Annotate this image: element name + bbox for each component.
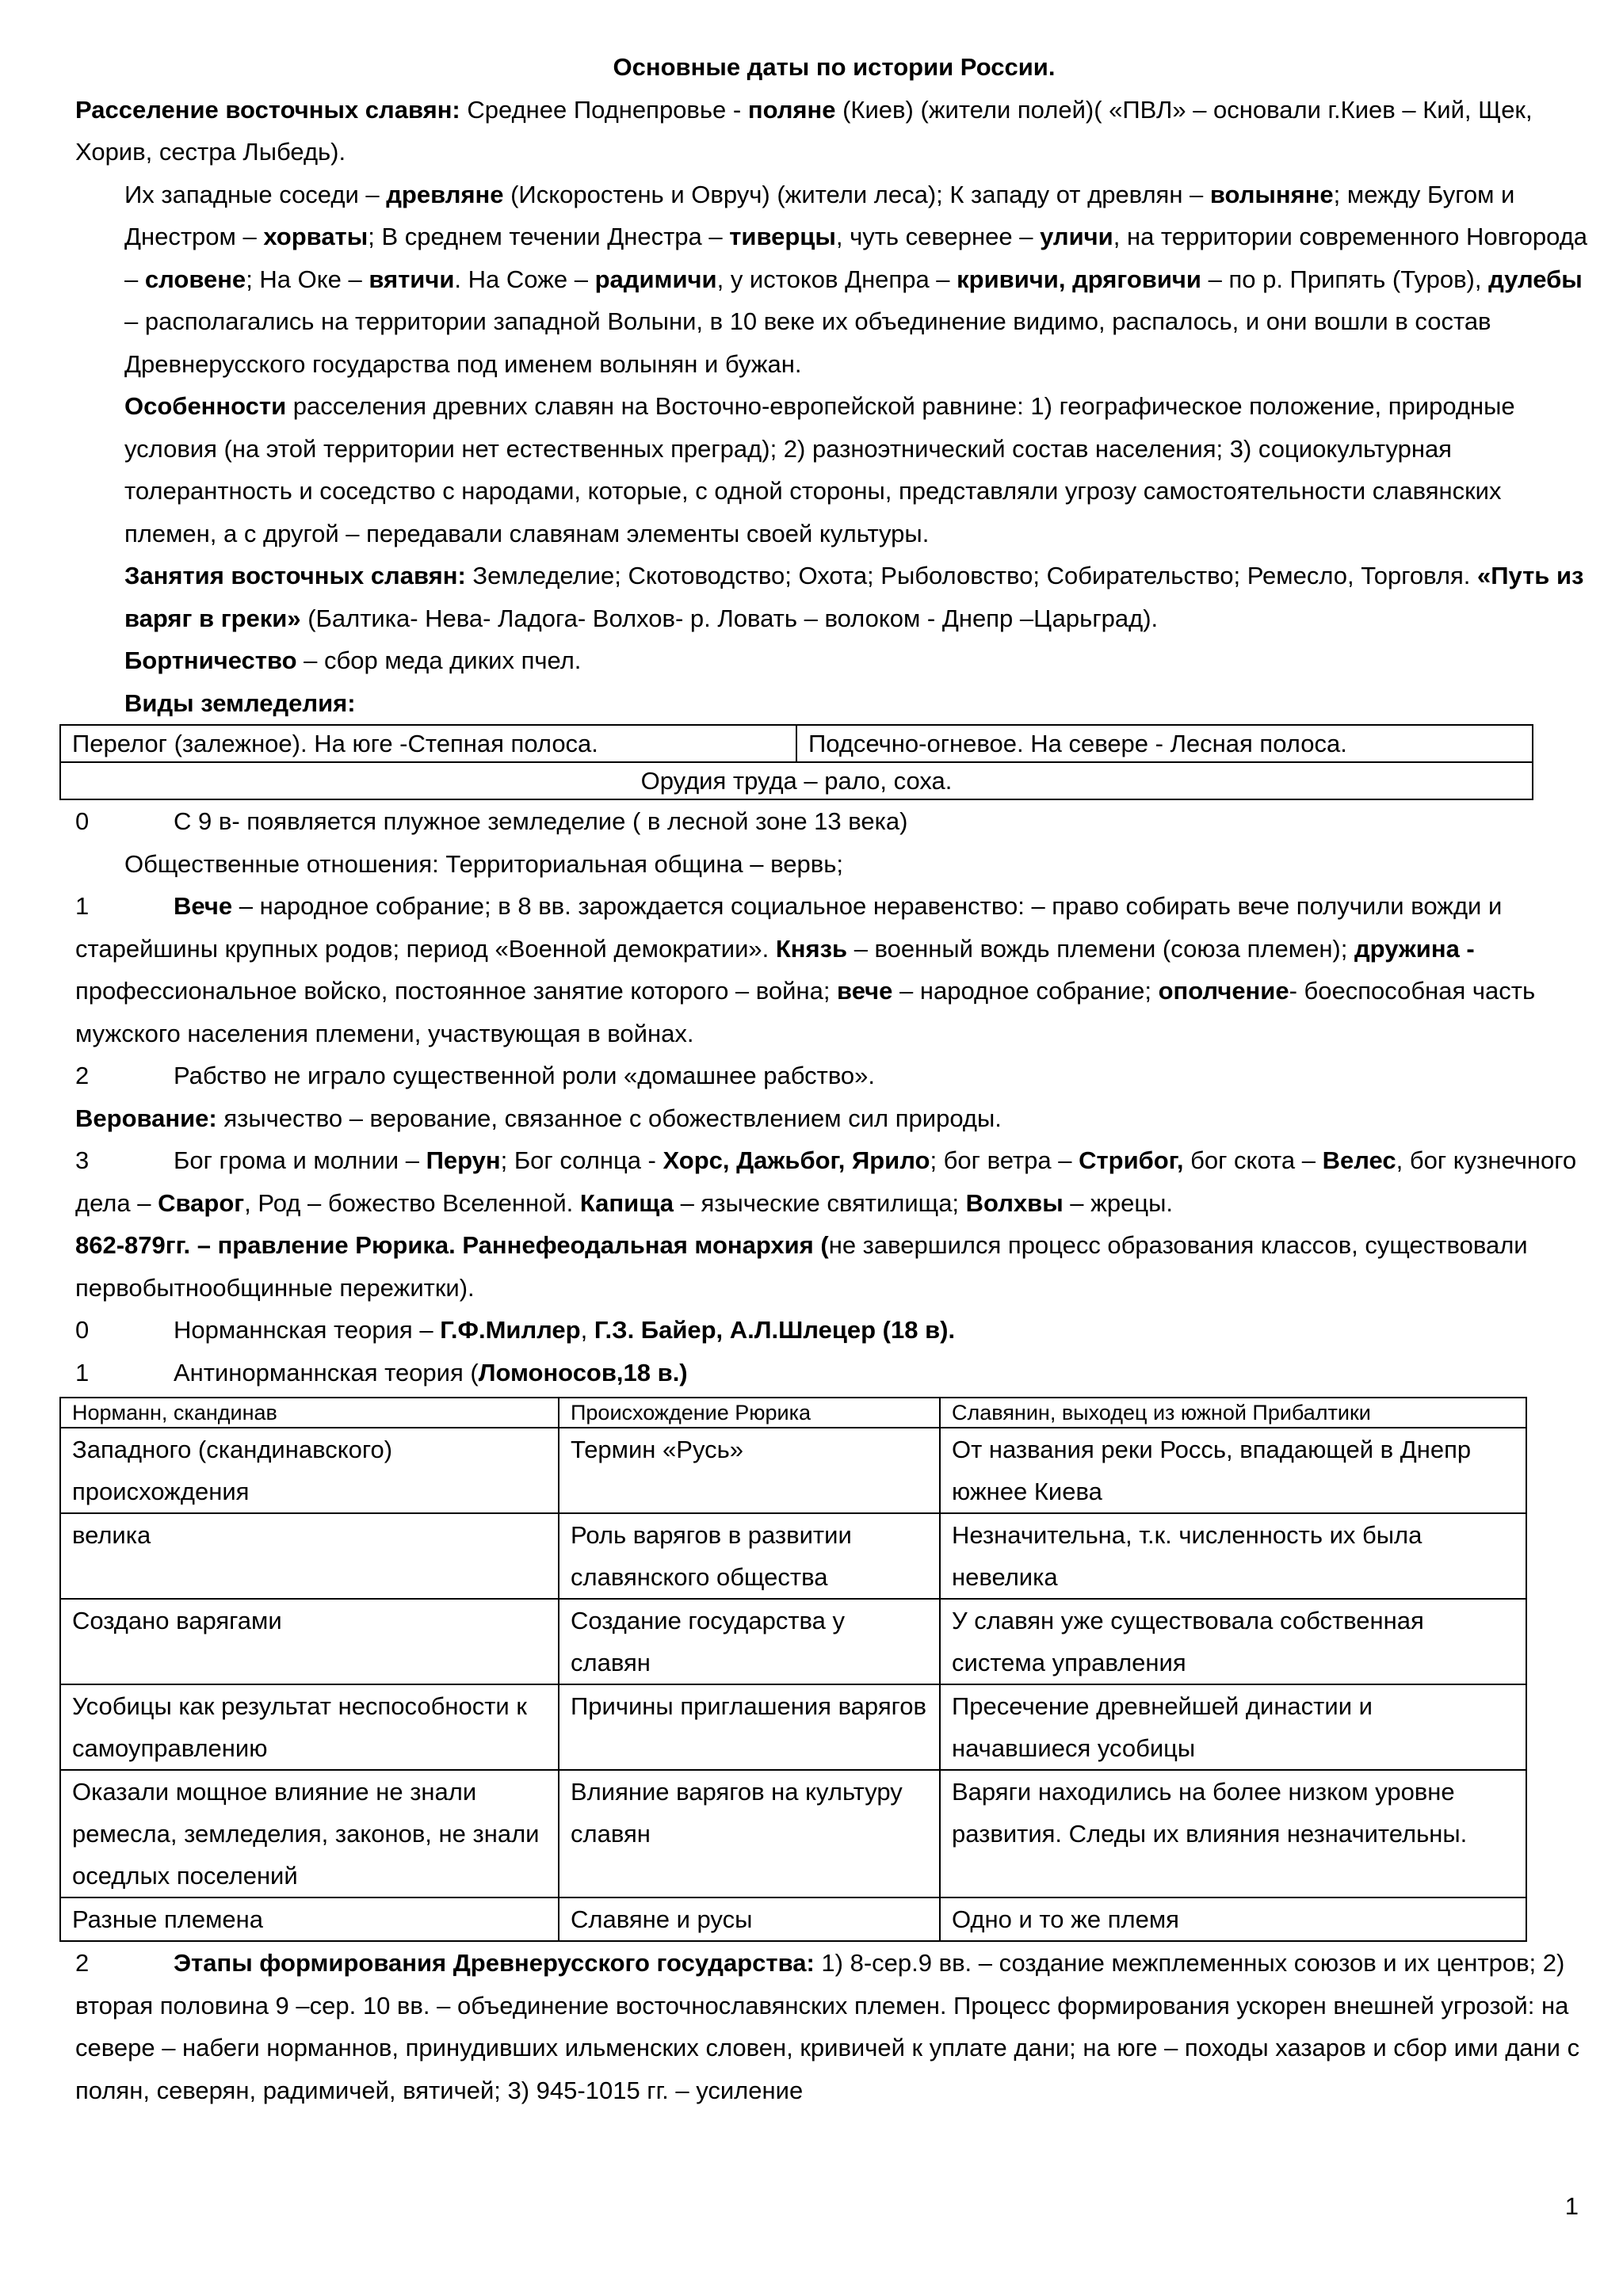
- table-cell: Орудия труда – рало, соха.: [60, 762, 1533, 799]
- list-item: 0 Норманнская теория – Г.Ф.Миллер, Г.З. Байер, А.Л.Шлецер (18 в).: [75, 1316, 956, 1344]
- table-cell: Перелог (залежное). На юге -Степная полоса.: [60, 725, 796, 762]
- paragraph-settlement: Расселение восточных славян: Среднее Поднепровье - поляне (Киев) (жители полей)( «ПВЛ» – основали г.Киев – Кий, Щек, Хорив, сестра Лыбедь).: [75, 95, 1533, 166]
- table-cell: Термин «Русь»: [559, 1428, 940, 1513]
- table-cell: Подсечно-огневое. На севере - Лесная полоса.: [796, 725, 1533, 762]
- document-page: [72, 46, 1593, 2111]
- table-cell: Усобицы как результат неспособности к самоуправлению: [60, 1684, 559, 1770]
- table-cell: Оказали мощное влияние не знали ремесла, земледелия, законов, не знали оседлых поселений: [60, 1770, 559, 1897]
- page-title: Основные даты по истории России.: [613, 53, 1056, 81]
- table-cell: Западного (скандинавского) происхождения: [60, 1428, 559, 1513]
- table-cell: Создание государства у славян: [559, 1599, 940, 1684]
- table-cell: Пресечение древнейшей династии и начавшиеся усобицы: [940, 1684, 1526, 1770]
- table-cell: Славяне и русы: [559, 1897, 940, 1941]
- table-cell: Незначительна, т.к. численность их была невелика: [940, 1513, 1526, 1599]
- table-cell: Влияние варягов на культуру славян: [559, 1770, 940, 1897]
- table-header-cell: Происхождение Рюрика: [559, 1398, 940, 1428]
- paragraph-features: Особенности расселения древних славян на Восточно-европейской равнине: 1) географическое положение, природные условия (на этой территории нет естественных преград); 2) разноэтнический состав населения; 3) социокультурная толерантность и соседство с народами, которые, с одной стороны, представляли угрозу самостоятельности славянских племен, а с другой – передавали славянам элементы своей культуры.: [124, 392, 1515, 547]
- list-item: 2 Этапы формирования Древнерусского государства: 1) 8-сер.9 вв. – создание межплеменных союзов и их центров; 2) вторая половина 9 –сер. 10 вв. – объединение восточнославянских племен. Процесс формирования ускорен внешней угрозой: на севере – набеги норманнов, принудивших ильменских словен, кривичей к уплате дани; на юге – походы хазаров и сбор ими дани с полян, северян, радимичей, вятичей; 3) 945-1015 гг. – усиление: [75, 1949, 1580, 2104]
- table-cell: Роль варягов в развитии славянского общества: [559, 1513, 940, 1599]
- table-row: [60, 1684, 1526, 1770]
- table-cell: У славян уже существовала собственная система управления: [940, 1599, 1526, 1684]
- table-row: [60, 1599, 1526, 1684]
- paragraph-rurik: 862-879гг. – правление Рюрика. Раннефеодальная монархия (не завершился процесс образования классов, существовали первобытнообщинные пережитки).: [75, 1231, 1528, 1302]
- table-cell: Одно и то же племя: [940, 1897, 1526, 1941]
- agriculture-table: [59, 724, 1533, 800]
- list-item: 0 С 9 в- появляется плужное земледелие ( в лесной зоне 13 века): [75, 807, 908, 835]
- table-cell: Создано варягами: [60, 1599, 559, 1684]
- list-item: 1 Вече – народное собрание; в 8 вв. зарождается социальное неравенство: – право собирать вече получили вожди и старейшины крупных родов; период «Военной демократии». Князь – военный вождь племени (союза племен); дружина - профессиональное войско, постоянное занятие которого – война; вече – народное собрание; ополчение- боеспособная часть мужского населения племени, участвующая в войнах.: [75, 892, 1536, 1047]
- paragraph-beekeeping: Бортничество – сбор меда диких пчел.: [124, 646, 582, 674]
- table-cell: Разные племена: [60, 1897, 559, 1941]
- norman-theory-table: [59, 1397, 1527, 1942]
- table-cell: велика: [60, 1513, 559, 1599]
- table-row: [60, 1770, 1526, 1897]
- table-header-row: [60, 1398, 1526, 1428]
- paragraph-social: Общественные отношения: Территориальная община – вервь;: [124, 849, 843, 878]
- paragraph-belief: Верование: язычество – верование, связанное с обожествлением сил природы.: [75, 1104, 1002, 1132]
- paragraph-neighbors: Их западные соседи – древляне (Искоростень и Овруч) (жители леса); К западу от древлян – волыняне; между Бугом и Днестром – хорваты; В среднем течении Днестра – тиверцы, чуть севернее – уличи, на территории современного Новгорода – словене; На Оке – вятичи. На Соже – радимичи, у истоков Днепра – кривичи, дряговичи – по р. Припять (Туров), дулебы – располагались на территории западной Волыни, в 10 веке их объединение видимо, распалось, и они вошли в состав Древнерусского государства под именем волынян и бужан.: [124, 180, 1588, 378]
- table-row: [60, 1513, 1526, 1599]
- table-header-cell: Норманн, скандинав: [60, 1398, 559, 1428]
- table-header-cell: Славянин, выходец из южной Прибалтики: [940, 1398, 1526, 1428]
- table-row: [60, 1428, 1526, 1513]
- table-cell: Причины приглашения варягов: [559, 1684, 940, 1770]
- paragraph-occupations: Занятия восточных славян: Земледелие; Скотоводство; Охота; Рыболовство; Собирательство; Ремесло, Торговля. «Путь из варяг в греки» (Балтика- Нева- Ладога- Волхов- р. Ловать – волоком - Днепр –Царьград).: [124, 562, 1584, 632]
- page-number: 1: [1564, 2192, 1579, 2220]
- list-item: 3 Бог грома и молнии – Перун; Бог солнца - Хорс, Дажьбог, Ярило; бог ветра – Стрибог, бог скота – Велес, бог кузнечного дела – Сварог, Род – божество Вселенной. Капища – языческие святилища; Волхвы – жрецы.: [75, 1146, 1577, 1217]
- list-item: 2 Рабство не играло существенной роли «домашнее рабство».: [75, 1062, 876, 1089]
- table-row: [60, 1897, 1526, 1941]
- table-cell: Варяги находились на более низком уровне развития. Следы их влияния незначительны.: [940, 1770, 1526, 1897]
- heading-agriculture-types: Виды земледелия:: [124, 688, 356, 717]
- list-item: 1 Антинорманнская теория (Ломоносов,18 в.): [75, 1358, 688, 1386]
- table-cell: От названия реки Россь, впадающей в Днепр южнее Киева: [940, 1428, 1526, 1513]
